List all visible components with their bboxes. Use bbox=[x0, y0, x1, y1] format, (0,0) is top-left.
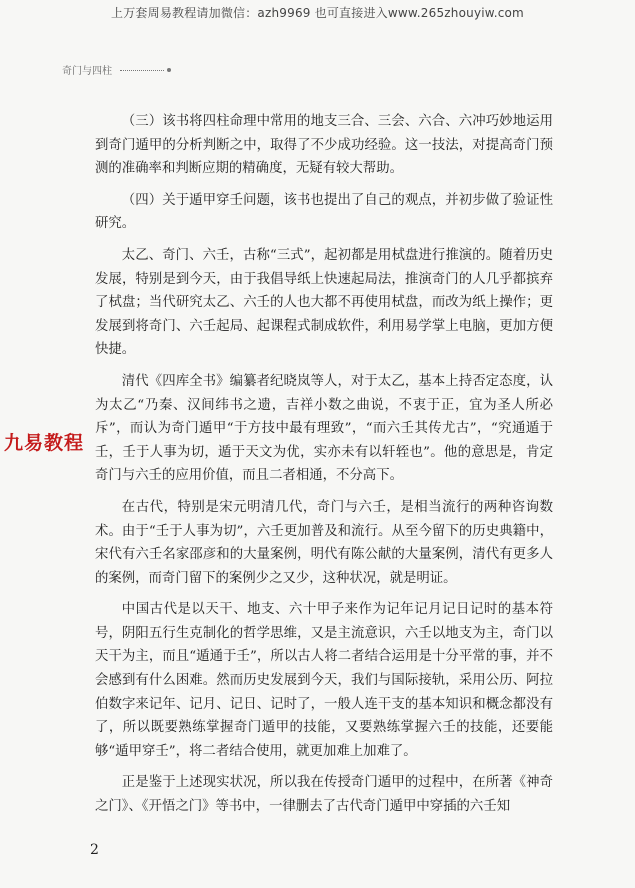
page-number: 2 bbox=[90, 842, 99, 858]
paragraph: （四）关于遁甲穿壬问题，该书也提出了自己的观点，并初步做了验证性研究。 bbox=[95, 192, 553, 232]
running-head bbox=[62, 62, 171, 77]
paragraph: 清代《四库全书》编纂者纪晓岚等人，对于太乙，基本上持否定态度，认为太乙“乃秦、汉间纬书之遗，吉祥小数之曲说，不衷于正，宜为圣人所必斥”，而认为奇门遁甲“于方技中最有理致”，“而六壬其传尤古”，“究通遁于壬，壬于人事为切，遁于天文为优，实亦未有以轩轾也”。他的意思是，肯定奇门与六壬的应用价值，而且二者相通，不分高下。 bbox=[95, 373, 553, 484]
running-head-rule bbox=[120, 70, 164, 71]
paragraph: 正是鉴于上述现实状况，所以我在传授奇门遁甲的过程中，在所著《神奇之门》、《开悟之门》等书中，一律删去了古代奇门遁甲中穿插的六壬知 bbox=[95, 775, 553, 815]
side-watermark: 九易教程 bbox=[4, 432, 85, 454]
running-head-title: 奇门与四柱 bbox=[62, 66, 112, 77]
paragraph: 在古代，特别是宋元明清几代，奇门与六壬，是相当流行的两种咨询数术。由于“壬于人事为切”，六壬更加普及和流行。从至今留下的历史典籍中，宋代有六壬名家邵彦和的大量案例，明代有陈公献的大量案例，清代有更多人的案例，而奇门留下的案例少之又少，这种状况，就是明证。 bbox=[95, 499, 553, 586]
paragraph: 中国古代是以天干、地支、六十甲子来作为记年记月记日记时的基本符号，阴阳五行生克制化的哲学思维，又是主流意识，六壬以地支为主，奇门以天干为主，而且“遁通于壬”，所以古人将二者结合运用是十分平常的事，并不会感到有什么困难。然而历史发展到今天，我们与国际接轨，采用公历、阿拉伯数字来记年、记月、记日、记时了，一般人连干支的基本知识和概念都没有了，所以既要熟练掌握奇门遁甲的技能，又要熟练掌握六壬的技能，还要能够“遁甲穿壬”，将二者结合使用，就更加难上加难了。 bbox=[95, 602, 553, 759]
paragraph: 太乙、奇门、六壬，古称“三式”，起初都是用栻盘进行推演的。随着历史发展，特别是到今天，由于我倡导纸上快速起局法，推演奇门的人几乎都摈弃了栻盘；当代研究太乙、六壬的人也大都不再使用栻盘，而改为纸上操作；更发展到将奇门、六壬起局、起课程式制成软件，利用易学掌上电脑，更加方便快捷。 bbox=[95, 247, 553, 358]
body-text bbox=[95, 110, 553, 827]
running-head-dot bbox=[167, 68, 171, 72]
top-watermark: 上万套周易教程请加微信：azh9969 也可直接进入www.265zhouyiw.com bbox=[111, 6, 524, 20]
paragraph: （三）该书将四柱命理中常用的地支三合、三会、六合、六冲巧妙地运用到奇门遁甲的分析判断之中，取得了不少成功经验。这一技法，对提高奇门预测的准确率和判断应期的精确度，无疑有较大帮助。 bbox=[95, 114, 553, 177]
